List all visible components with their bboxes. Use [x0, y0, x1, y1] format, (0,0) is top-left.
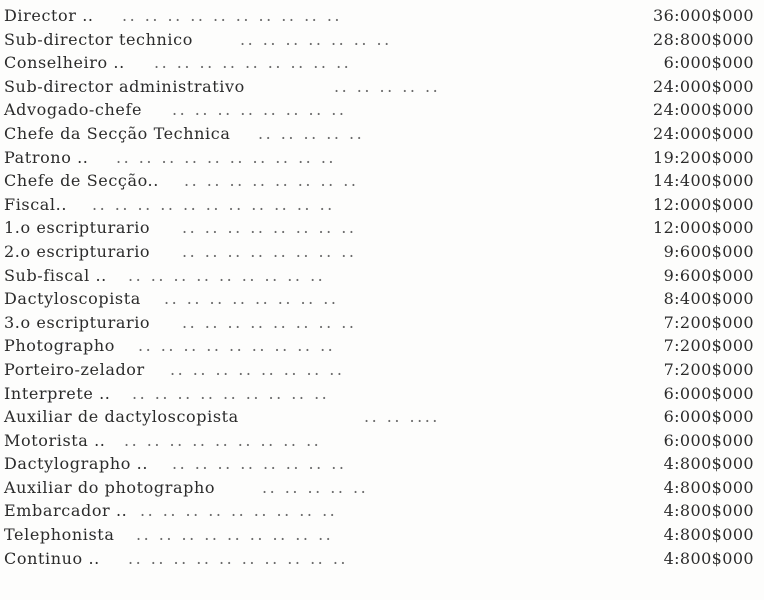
list-item	[4, 547, 760, 571]
salary-amount: 19:200$000	[652, 147, 754, 167]
dot-leaders: .. .. .. .. .. .. .. .. .. ..	[128, 548, 348, 568]
dot-leaders: .. .. .. .. .. .. .. .. ..	[124, 430, 322, 450]
position-title: Chefe de Secção..	[4, 171, 159, 191]
dot-leaders: .. .. ....	[364, 407, 440, 427]
list-item	[4, 146, 760, 170]
position-title: Photographo	[4, 336, 115, 356]
dot-leaders: .. .. .. .. .. .. .. ..	[182, 241, 357, 261]
list-item	[4, 476, 760, 500]
dot-leaders: .. .. .. .. .. .. .. ..	[170, 359, 345, 379]
list-item	[4, 28, 760, 52]
position-title: Fiscal..	[4, 194, 68, 214]
list-item	[4, 193, 760, 217]
dot-leaders: .. .. .. .. .. .. .. ..	[182, 312, 357, 332]
salary-amount: 12:000$000	[652, 218, 754, 238]
position-title: Motorista ..	[4, 430, 106, 450]
dot-leaders: .. .. .. .. .. .. .. .. ..	[128, 265, 326, 285]
position-title: Auxiliar do photographo	[4, 477, 216, 497]
dot-leaders: .. .. .. .. .. .. .. .. ..	[140, 501, 338, 521]
salary-amount: 7:200$000	[663, 336, 754, 356]
list-item	[4, 382, 760, 406]
list-item	[4, 98, 760, 122]
salary-amount: 24:000$000	[652, 123, 754, 143]
position-title: Chefe da Secção Technica	[4, 123, 231, 143]
position-title: Dactyloscopista	[4, 289, 141, 309]
list-item	[4, 240, 760, 264]
position-title: Telephonista	[4, 525, 115, 545]
list-item	[4, 334, 760, 358]
list-item	[4, 264, 760, 288]
salary-amount: 6:000$000	[663, 383, 754, 403]
position-title: Auxiliar de dactyloscopista	[4, 407, 239, 427]
dot-leaders: .. .. .. .. .. .. .. .. ..	[132, 383, 330, 403]
position-title: Continuo ..	[4, 548, 100, 568]
position-title: Advogado-chefe	[4, 100, 143, 120]
list-item	[4, 358, 760, 382]
dot-leaders: .. .. .. .. .. .. .. ..	[172, 454, 347, 474]
position-title: Interprete ..	[4, 383, 111, 403]
list-item	[4, 75, 760, 99]
salary-amount: 6:000$000	[663, 430, 754, 450]
position-title: 1.o escripturario	[4, 218, 151, 238]
list-item	[4, 169, 760, 193]
dot-leaders: .. .. .. .. ..	[334, 76, 441, 96]
dot-leaders: .. .. .. .. .. .. .. .. .. ..	[116, 147, 336, 167]
list-item	[4, 51, 760, 75]
salary-amount: 4:800$000	[663, 525, 754, 545]
position-title: Conselheiro ..	[4, 53, 125, 73]
salary-amount: 9:600$000	[663, 265, 754, 285]
position-title: Sub-fiscal ..	[4, 265, 107, 285]
position-title: Sub-director administrativo	[4, 76, 245, 96]
salary-amount: 4:800$000	[663, 454, 754, 474]
dot-leaders: .. .. .. .. .. .. .. ..	[172, 100, 347, 120]
salary-amount: 14:400$000	[652, 171, 754, 191]
dot-leaders: .. .. .. .. .. .. .. ..	[164, 289, 339, 309]
position-title: Embarcador ..	[4, 501, 128, 521]
list-item	[4, 452, 760, 476]
salary-amount: 7:200$000	[663, 312, 754, 332]
dot-leaders: .. .. .. .. .. .. .. ..	[182, 218, 357, 238]
position-title: 3.o escripturario	[4, 312, 151, 332]
position-title: 2.o escripturario	[4, 241, 151, 261]
salary-amount: 12:000$000	[652, 194, 754, 214]
list-item	[4, 311, 760, 335]
position-title: Sub-director technico	[4, 29, 193, 49]
list-item	[4, 287, 760, 311]
position-title: Director ..	[4, 6, 94, 25]
dot-leaders: .. .. .. .. ..	[258, 123, 365, 143]
salary-amount: 9:600$000	[663, 241, 754, 261]
salary-amount: 7:200$000	[663, 359, 754, 379]
dot-leaders: .. .. .. .. .. .. .. .. .. ..	[122, 6, 342, 25]
salary-list	[4, 4, 760, 570]
list-item	[4, 429, 760, 453]
dot-leaders: .. .. .. .. .. .. .. ..	[184, 171, 359, 191]
position-title: Dactylographo ..	[4, 454, 149, 474]
salary-amount: 24:000$000	[652, 100, 754, 120]
salary-amount: 6:000$000	[663, 407, 754, 427]
position-title: Porteiro-zelador	[4, 359, 145, 379]
list-item	[4, 523, 760, 547]
dot-leaders: .. .. .. .. .. .. .. .. ..	[136, 525, 334, 545]
salary-amount: 24:000$000	[652, 76, 754, 96]
salary-amount: 6:000$000	[663, 53, 754, 73]
dot-leaders: .. .. .. .. .. .. .. .. ..	[138, 336, 336, 356]
list-item	[4, 4, 760, 28]
salary-amount: 4:800$000	[663, 477, 754, 497]
salary-amount: 28:800$000	[652, 29, 754, 49]
salary-amount: 36:000$000	[652, 6, 754, 25]
position-title: Patrono ..	[4, 147, 89, 167]
dot-leaders: .. .. .. .. .. .. .. .. .. .. ..	[92, 194, 335, 214]
list-item	[4, 122, 760, 146]
dot-leaders: .. .. .. .. .. .. ..	[240, 29, 392, 49]
list-item	[4, 405, 760, 429]
list-item	[4, 499, 760, 523]
list-item	[4, 216, 760, 240]
salary-amount: 4:800$000	[663, 501, 754, 521]
salary-amount: 4:800$000	[663, 548, 754, 568]
dot-leaders: .. .. .. .. .. .. .. .. ..	[154, 53, 352, 73]
dot-leaders: .. .. .. .. ..	[262, 477, 369, 497]
salary-amount: 8:400$000	[663, 289, 754, 309]
